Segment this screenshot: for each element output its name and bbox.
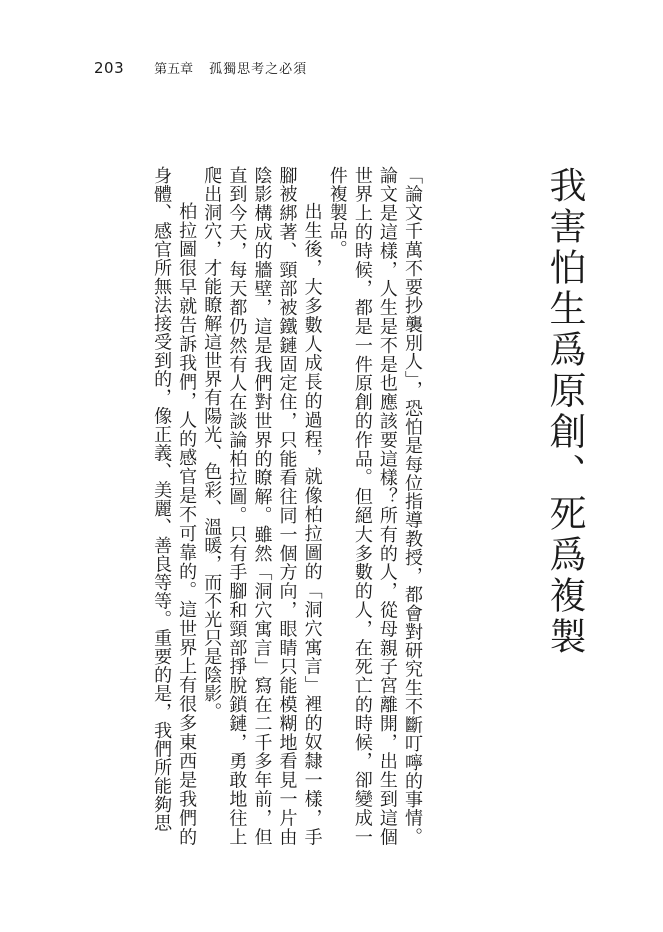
running-header (94, 60, 307, 78)
paragraph-3: 柏拉圖很早就告訴我們，人的感官是不可靠的。這世界上有很多東西是我們的身體、感官所無法接受到的，像正義、美麗、善良等等。重要的是，我們所能夠思 (151, 166, 198, 846)
chapter-title: 孤獨思考之必須 (209, 62, 308, 77)
chapter-label: 第五章 (154, 62, 194, 77)
section-title: 我害怕生爲原創、死爲複製 (543, 166, 586, 658)
paragraph-1: 「論文千萬不要抄襲別人」，恐怕是每位指導教授，都會對研究生不斷叮嚀的事情。論文是這樣，人生是不是也應該要這樣？所有的人，從母親子宮離開，出生到這個世界上的時候，都是一件原創的作品。但絕大多數的人，在死亡的時候，卻變成一件複製品。 (326, 166, 423, 846)
body-text (88, 166, 425, 846)
paragraph-2: 出生後，大多數人成長的過程，就像柏拉圖的「洞穴寓言」裡的奴隸一樣，手腳被綁著、頸部被鐵鏈固定住，只能看往同一個方向，眼睛只能模糊地看見一片由陰影構成的牆壁，這是我們對世界的瞭解。雖然「洞穴寓言」寫在二千多年前，但直到今天，每天都仍然有人在談論柏拉圖。只有手腳和頸部掙脫鎖鏈，勇敢地往上爬出洞穴，才能瞭解這世界有陽光、色彩、溫暖，而不光只是陰影。 (201, 166, 323, 846)
page-number: 203 (94, 59, 125, 77)
